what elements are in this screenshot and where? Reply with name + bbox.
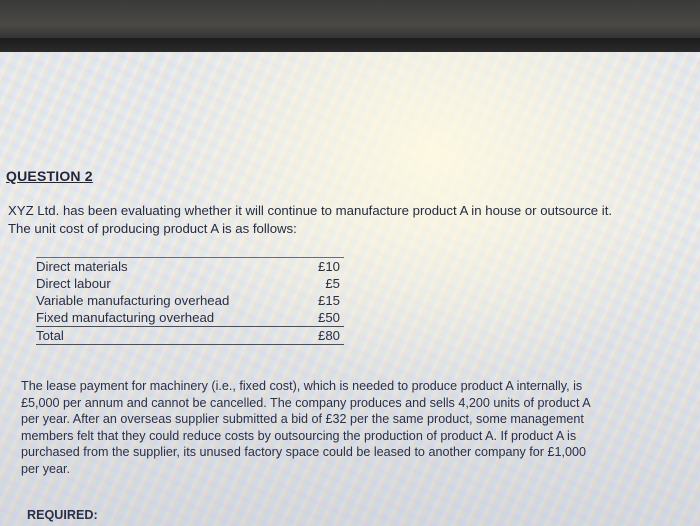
cost-label: Fixed manufacturing overhead [36,310,215,325]
cost-label: Direct materials [36,259,128,274]
cost-value: £80 [317,328,340,343]
required-label: REQUIRED: [27,508,98,522]
cost-label: Variable manufacturing overhead [36,293,230,308]
monitor-bezel [0,0,700,42]
cost-row-total [36,327,344,345]
cost-value: £10 [317,259,340,274]
cost-row-fixed-overhead [36,309,344,327]
monitor-bezel-edge [0,38,700,52]
unit-cost-table [36,257,344,345]
cost-value: £50 [317,310,340,325]
question-heading: QUESTION 2 [6,168,93,184]
cost-row-variable-overhead [36,292,344,309]
cost-label: Total [36,328,64,343]
document-screen [0,52,700,526]
cost-row-direct-labour [36,275,344,292]
scenario-paragraph: The lease payment for machinery (i.e., fixed cost), which is needed to produce product A internally, is £5,000 per annum and cannot be cancelled. The company produces and sells 4,200 units of product A per year. After an overseas supplier submitted a bid of £32 per the same product, some management members felt that they could reduce costs by outsourcing the production of product A. If product A is purchased from the supplier, its unused factory space could be leased to another company for £1,000 per year. [21,379,590,476]
cost-row-direct-materials [36,257,344,275]
intro-paragraph: XYZ Ltd. has been evaluating whether it will continue to manufacture product A in house or outsource it. The unit cost of producing product A is as follows: [8,203,613,236]
cost-value: £15 [317,293,340,308]
cost-label: Direct labour [36,276,111,291]
cost-value: £5 [325,276,340,291]
